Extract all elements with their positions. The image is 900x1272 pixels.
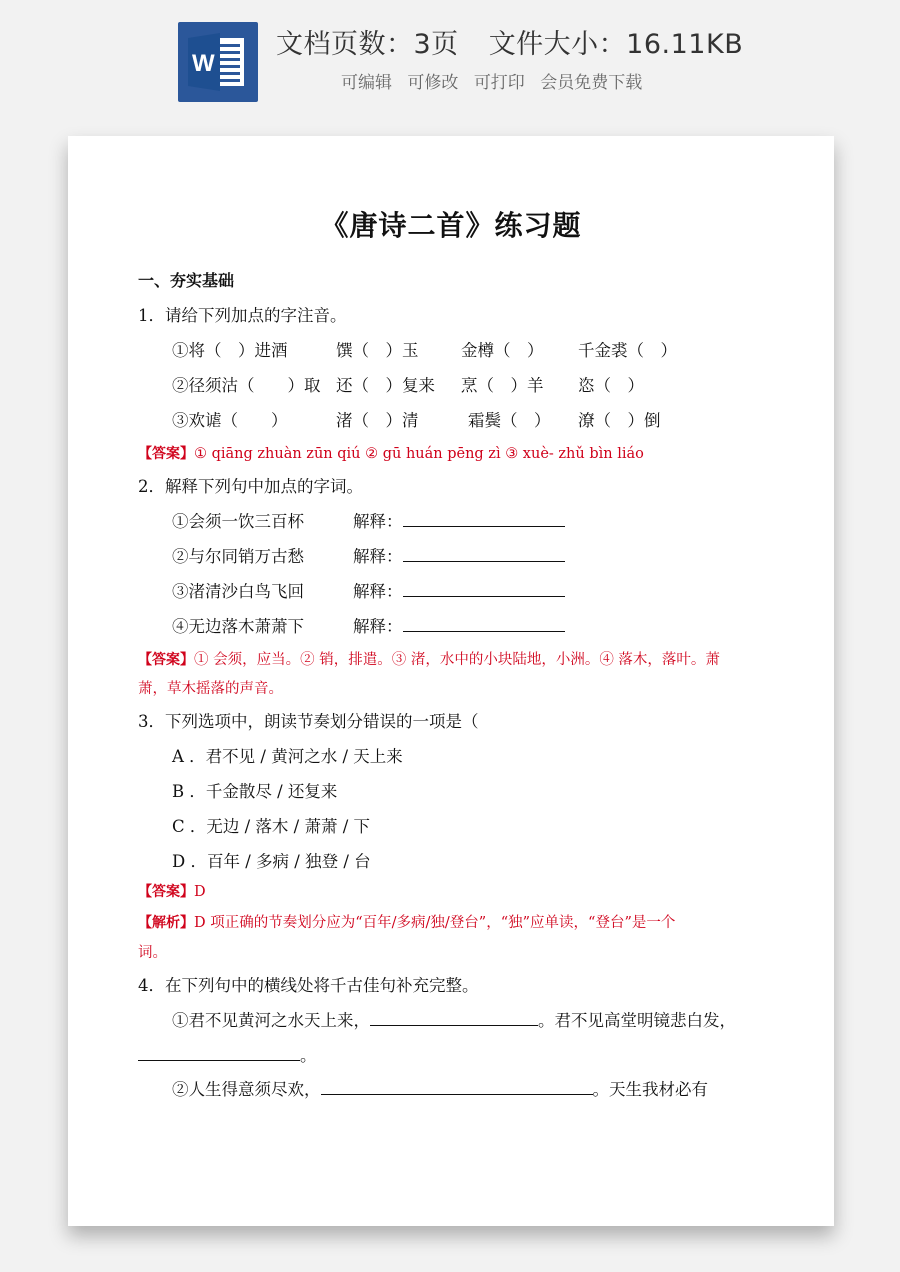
q1-item: 馔（ ）玉 bbox=[336, 341, 419, 360]
q2-explain bbox=[353, 613, 565, 637]
poem-fragment: 。天生我材必有 bbox=[592, 1080, 708, 1099]
q1-item: 金樽（ ） bbox=[461, 341, 544, 360]
explain-label: 解释： bbox=[353, 582, 403, 601]
q3-option-d: D ．百年 / 多病 / 独登 / 台 bbox=[172, 852, 371, 871]
q4-line-1 bbox=[172, 1007, 736, 1031]
q3-option-a: A ．君不见 / 黄河之水 / 天上来 bbox=[172, 747, 403, 766]
question-4-stem: 4．在下列句中的横线处将千古佳句补充完整。 bbox=[138, 976, 479, 995]
answer-text: D bbox=[194, 884, 206, 900]
q1-item: 恣（ ） bbox=[578, 376, 644, 395]
section-heading: 一、夯实基础 bbox=[138, 271, 235, 290]
word-icon bbox=[178, 22, 258, 102]
answer-tag: 【答案】 bbox=[138, 446, 194, 462]
q3-analysis bbox=[138, 911, 675, 932]
svg-text:W: W bbox=[192, 50, 215, 77]
q2-answer-cont: 萧，草木摇落的声音。 bbox=[138, 681, 283, 697]
answer-blank[interactable] bbox=[403, 613, 565, 632]
answer-blank[interactable] bbox=[370, 1007, 538, 1026]
answer-blank[interactable] bbox=[138, 1042, 300, 1061]
q4-line-2 bbox=[138, 1042, 317, 1066]
page-count: 文档页数：3页 bbox=[276, 29, 459, 60]
poem-fragment: 。君不见高堂明镜悲白发， bbox=[538, 1011, 736, 1030]
q1-item: 烹（ ）羊 bbox=[461, 376, 544, 395]
q1-item: ①将（ ）进酒 bbox=[172, 341, 288, 360]
analysis-text: D 项正确的节奏划分应为“百年/多病/独/登台”，“独”应单读，“登台”是一个 bbox=[194, 915, 676, 931]
question-1-stem: 1．请给下列加点的字注音。 bbox=[138, 306, 347, 325]
answer-text: ① 会须，应当。② 销，排遣。③ 渚，水中的小块陆地，小洲。④ 落木，落叶。萧 bbox=[194, 652, 720, 668]
q1-item: 渚（ ）清 bbox=[336, 411, 419, 430]
q1-item: 还（ ）复来 bbox=[336, 376, 435, 395]
poem-fragment: ①君不见黄河之水天上来， bbox=[172, 1011, 370, 1030]
feature-free-download: 会员免费下载 bbox=[540, 73, 643, 93]
analysis-tag: 【解析】 bbox=[138, 915, 194, 931]
explain-label: 解释： bbox=[353, 547, 403, 566]
q3-option-c: C ．无边 / 落木 / 萧萧 / 下 bbox=[172, 817, 371, 836]
file-stats bbox=[276, 22, 743, 61]
document-page bbox=[68, 136, 834, 1226]
answer-blank[interactable] bbox=[321, 1076, 593, 1095]
explain-label: 解释： bbox=[353, 617, 403, 636]
file-size: 文件大小：16.11KB bbox=[488, 29, 744, 60]
explain-label: 解释： bbox=[353, 512, 403, 531]
q2-explain bbox=[353, 543, 565, 567]
q2-item: ③渚清沙白鸟飞回 bbox=[172, 582, 304, 601]
feature-editable: 可编辑 bbox=[341, 73, 392, 93]
answer-tag: 【答案】 bbox=[138, 652, 194, 668]
answer-blank[interactable] bbox=[403, 543, 565, 562]
q3-analysis-cont: 词。 bbox=[138, 945, 167, 961]
q1-item: 霜鬓（ ） bbox=[468, 411, 551, 430]
q3-answer bbox=[138, 881, 206, 901]
q2-answer bbox=[138, 648, 720, 669]
q1-item: 千金裘（ ） bbox=[578, 341, 677, 360]
q1-item: ③欢谑（ ） bbox=[172, 411, 288, 430]
q1-item: 潦（ ）倒 bbox=[578, 411, 661, 430]
question-3-stem: 3．下列选项中，朗读节奏划分错误的一项是（ bbox=[138, 712, 479, 731]
q1-answer bbox=[138, 443, 644, 463]
q2-item: ④无边落木萧萧下 bbox=[172, 617, 304, 636]
page-title: 《唐诗二首》练习题 bbox=[320, 209, 582, 242]
answer-text: ① qiāng zhuàn zūn qiú ② gū huán pēng zì ③ xuè- zhǔ bìn liáo bbox=[194, 446, 644, 462]
q3-option-b: B ．千金散尽 / 还复来 bbox=[172, 782, 338, 801]
q1-item: ②径须沽（ ）取 bbox=[172, 376, 321, 395]
q2-explain bbox=[353, 508, 565, 532]
answer-blank[interactable] bbox=[403, 508, 565, 527]
answer-blank[interactable] bbox=[403, 578, 565, 597]
document-info-banner bbox=[0, 0, 900, 120]
poem-fragment: ②人生得意须尽欢， bbox=[172, 1080, 321, 1099]
q2-explain bbox=[353, 578, 565, 602]
feature-printable: 可打印 bbox=[473, 73, 525, 93]
question-2-stem: 2．解释下列句中加点的字词。 bbox=[138, 477, 363, 496]
feature-modifiable: 可修改 bbox=[407, 73, 459, 93]
poem-fragment: 。 bbox=[300, 1046, 317, 1065]
q2-item: ②与尔同销万古愁 bbox=[172, 547, 304, 566]
q4-line-3 bbox=[172, 1076, 708, 1100]
q2-item: ①会须一饮三百杯 bbox=[172, 512, 304, 531]
answer-tag: 【答案】 bbox=[138, 884, 194, 900]
feature-list bbox=[341, 68, 652, 93]
